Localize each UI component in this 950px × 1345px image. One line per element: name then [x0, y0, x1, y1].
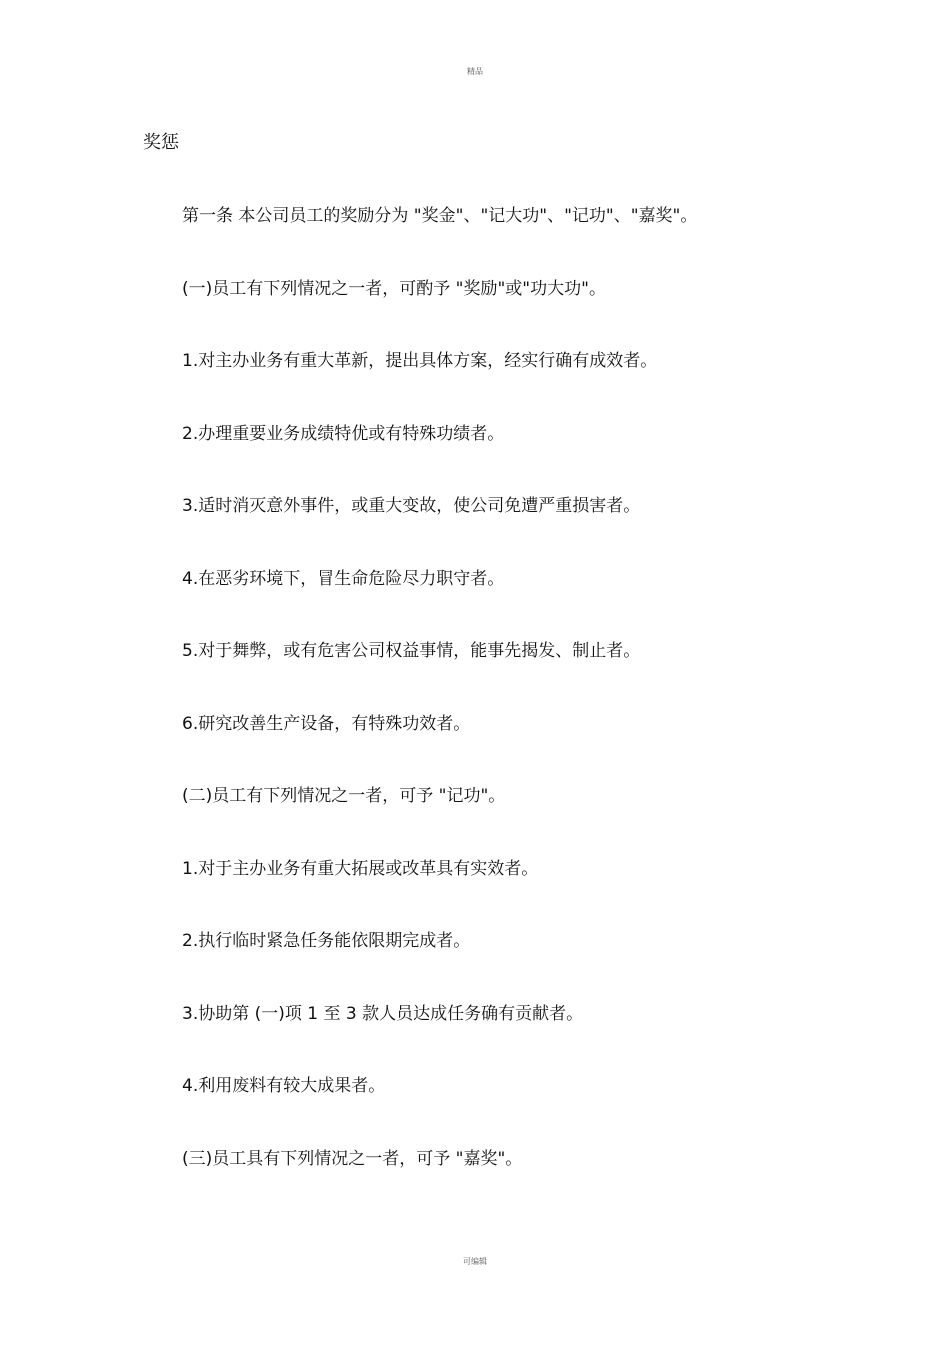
paragraph-item: 2.执行临时紧急任务能依限期完成者。 — [182, 931, 471, 951]
paragraph-item: 1.对主办业务有重大革新，提出具体方案，经实行确有成效者。 — [182, 351, 658, 371]
document-title: 奖惩 — [143, 132, 179, 153]
paragraph-item: 2.办理重要业务成绩特优或有特殊功绩者。 — [182, 423, 505, 444]
paragraph-item: 1.对于主办业务有重大拓展或改革具有实效者。 — [182, 858, 539, 879]
page-footer: 可编辑 — [463, 1257, 487, 1266]
document-body — [182, 204, 882, 1219]
paragraph-item: 3.适时消灭意外事件，或重大变故，使公司免遭严重损害者。 — [182, 496, 641, 516]
paragraph-section-3: (三)员工具有下列情况之一者，可予 "嘉奖"。 — [182, 1148, 523, 1169]
paragraph-item: 4.在恶劣环境下，冒生命危险尽力职守者。 — [182, 568, 505, 589]
paragraph-item: 4.利用废料有较大成果者。 — [182, 1076, 386, 1096]
page-header: 精品 — [467, 67, 483, 76]
paragraph-item: 3.协助第 (一)项 1 至 3 款人员达成任务确有贡献者。 — [182, 1003, 584, 1024]
paragraph-section-2: (二)员工有下列情况之一者，可予 "记功"。 — [182, 786, 506, 806]
paragraph-item: 5.对于舞弊，或有危害公司权益事情，能事先揭发、制止者。 — [182, 641, 641, 661]
paragraph-article-1: 第一条 本公司员工的奖励分为 "奖金"、"记大功"、"记功"、"嘉奖"。 — [182, 206, 698, 226]
paragraph-section-1: (一)员工有下列情况之一者，可酌予 "奖励"或"功大功"。 — [182, 278, 606, 299]
paragraph-item: 6.研究改善生产设备，有特殊功效者。 — [182, 713, 471, 734]
